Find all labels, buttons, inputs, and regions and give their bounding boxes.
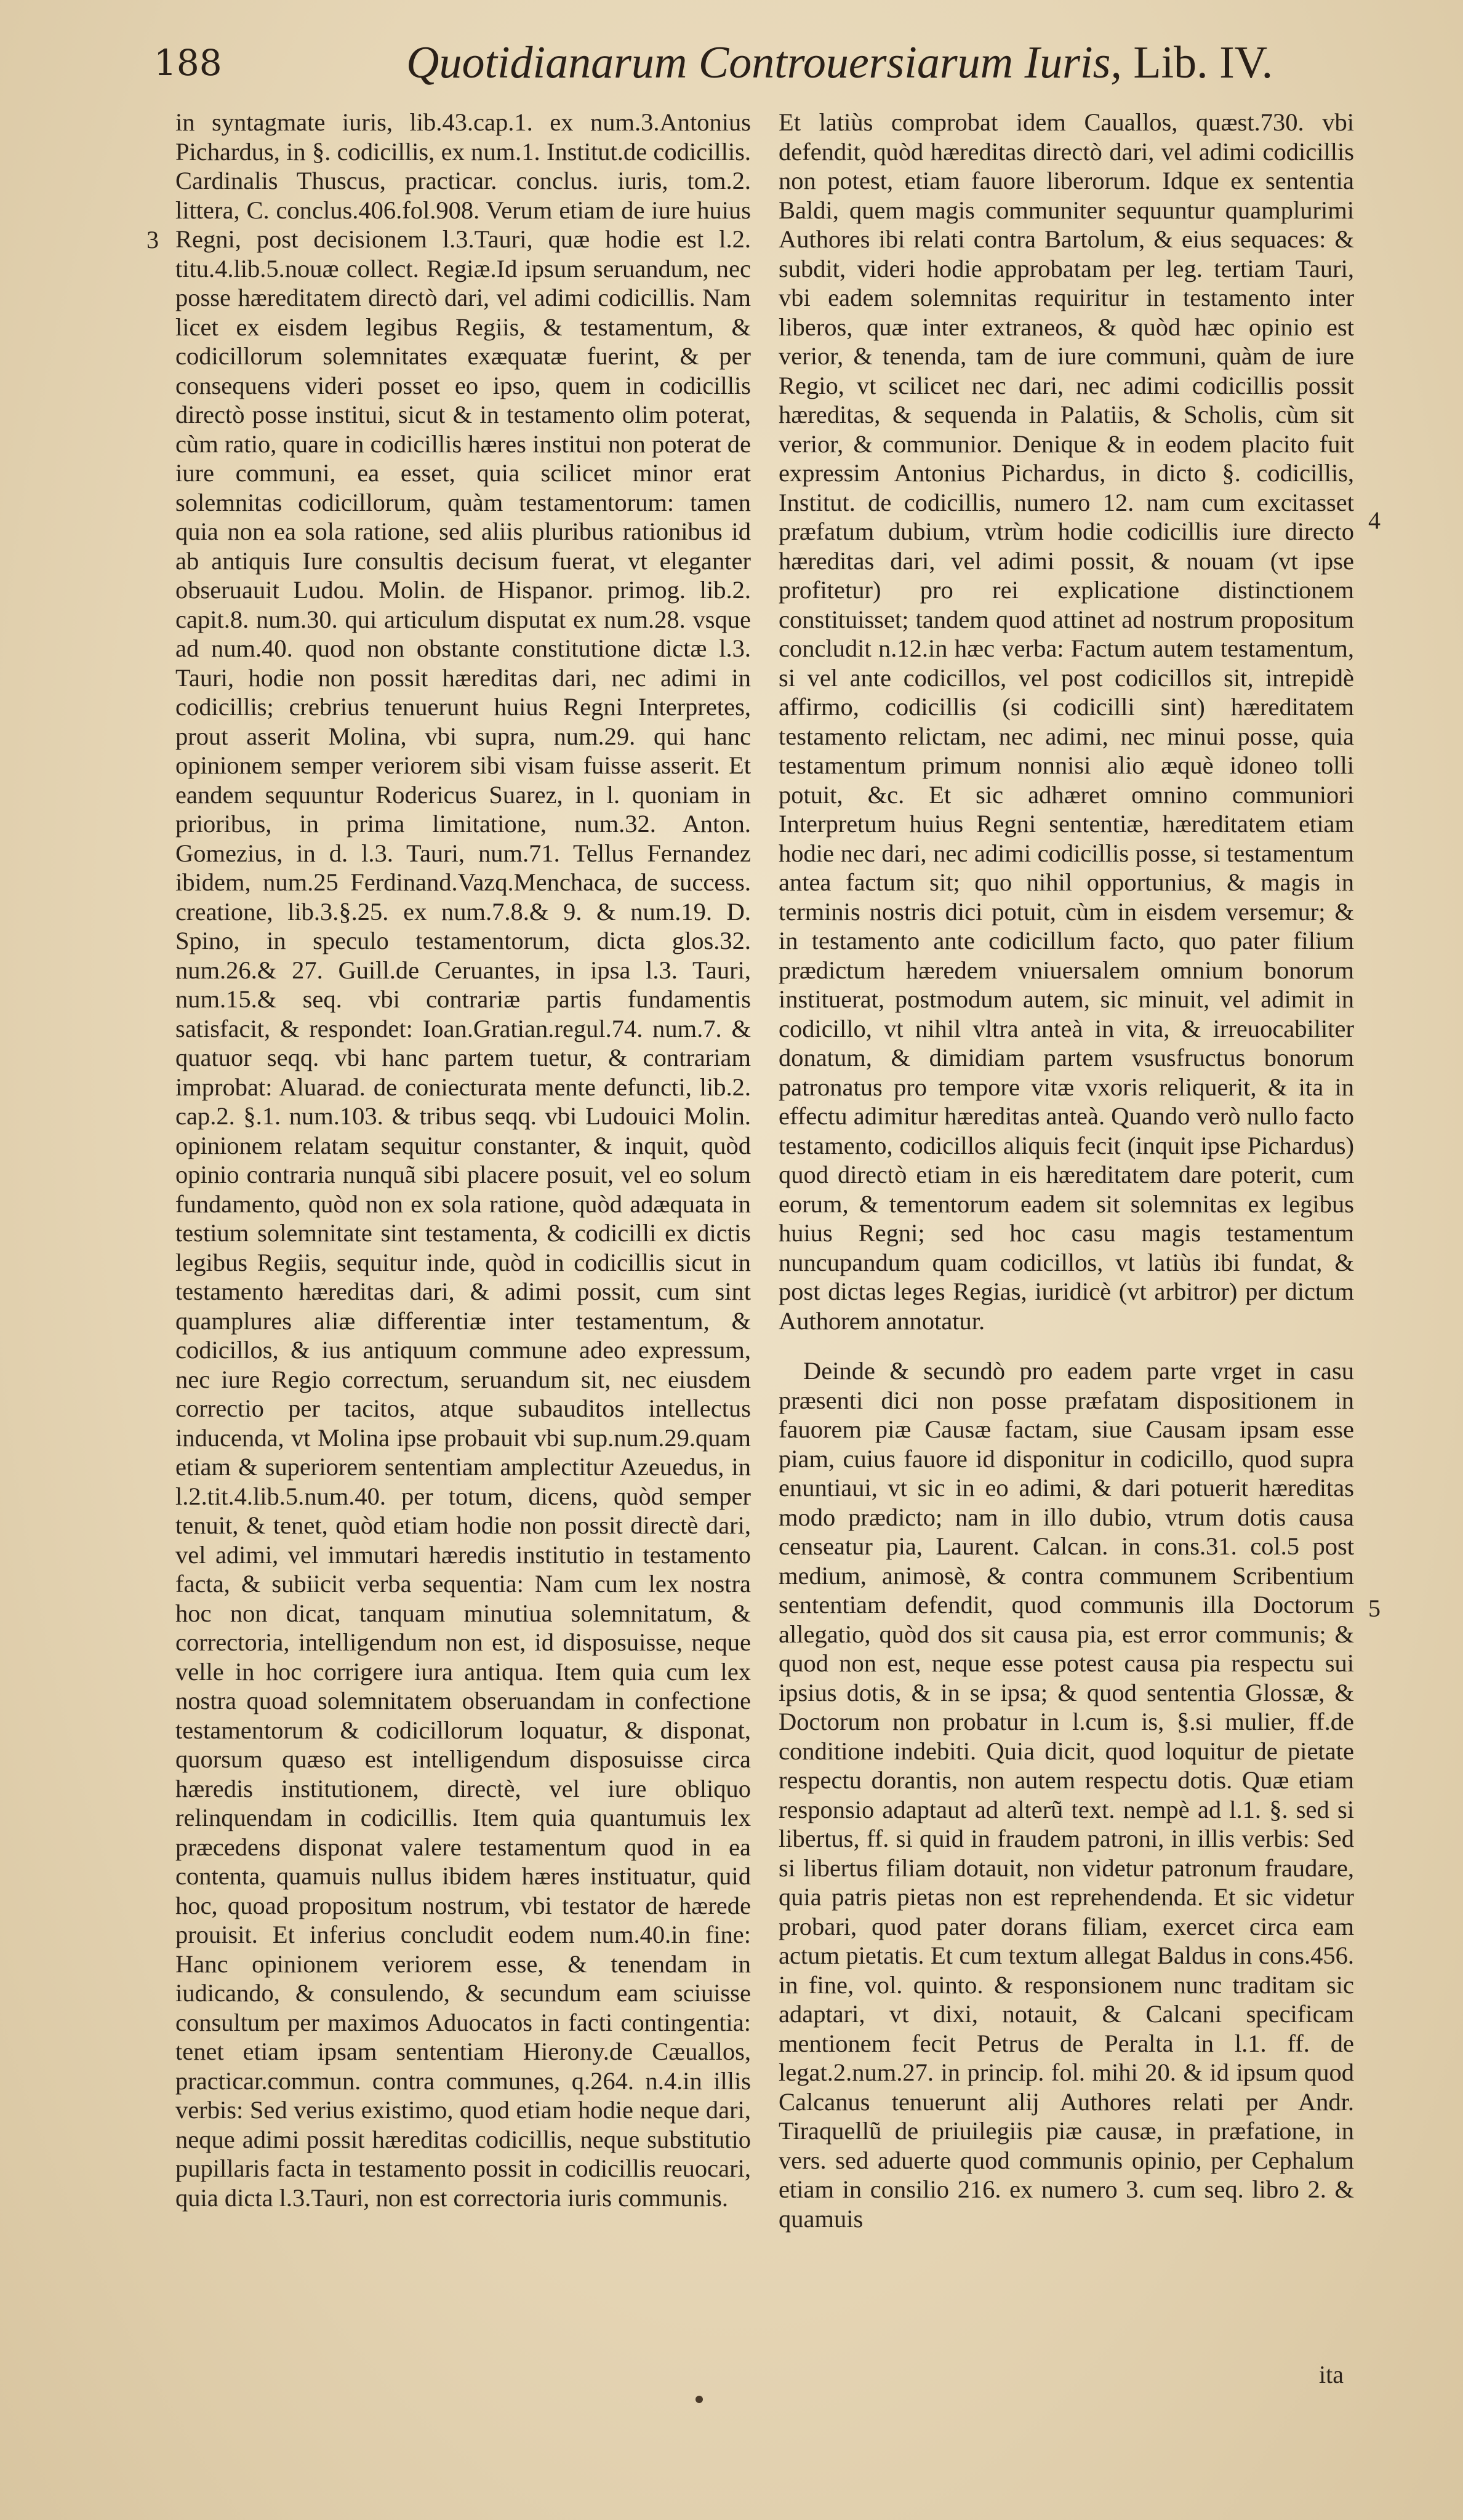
ink-spot xyxy=(695,2396,703,2403)
left-column xyxy=(175,108,751,2212)
running-title xyxy=(406,37,1273,89)
paragraph: Deinde & secundò pro eadem parte vrget in casu præsenti dici non posse præfatam dispositionem in fauorem piæ Causæ factam, siue Causam ipsam esse piam, cuius fauore id disponitur in codicillo, quod supra enuntiaui, vt sic in eo adimi, & dari potuerit hæreditas modo prædicto; nam in illo dubio, vtrum dotis causa censeatur pia, Laurent. Calcan. in cons.31. col.5 post medium, animosè, & contra communem Scribentium sententiam defendit, quod communis illa Doctorum allegatio, quòd dos sit causa pia, est error communis; & quod non est, neque esse potest causa pia respectu sui ipsius dotis, & in se ipsa; & quod sententia Glossæ, & Doctorum non probatur in l.cum is, §.si mulier, ff.de conditione indebiti. Quia dicit, quod loquitur de pietate respectu dorantis, non autem respectu dotis. Quæ etiam responsio adaptaut ad alterũ text. nempè ad l.1. §. sed si libertus, ff. si quid in fraudem patroni, in illis verbis: Sed si libertus filiam dotauit, non videtur patronum fraudare, quia patris pietas non est reprehendenda. Et sic videtur probari, quod pater dorans filiam, exercet circa eam actum pietatis. Et cum textum allegat Baldus in cons.456. in fine, vol. quinto. & responsionem nunc traditam sic adaptari, vt dixi, notauit, & Calcani specificam mentionem fecit Petrus de Peralta in l.1. ff. de legat.2.num.27. in princip. fol. mihi 20. & id ipsum quod Calcanus tenuerunt alij Authores relati per Andr. Tiraquellũ de priuilegiis piæ causæ, in præfatione, in vers. sed aduerte quod communis opinio, per Cephalum etiam in consilio 216. ex numero 3. cum seq. libro 2. & quamuis xyxy=(779,1357,1354,2233)
page-number: 188 xyxy=(154,42,222,84)
title-text: Quotidianarum Controuersiarum Iuris, xyxy=(406,38,1122,88)
paragraph: Et latiùs comprobat idem Cauallos, quæst.730. vbi defendit, quòd hæreditas directò dari, vel adimi codicillis non potest, etiam fauore liberorum. Idque ex sententia Baldi, quem magis communiter sequuntur quamplurimi Authores ibi relati contra Bartolum, & eius sequaces: & subdit, videri hodie approbatam per leg. tertiam Tauri, vbi eadem solemnitas requiritur in testamento inter liberos, quæ inter extraneos, & quòd hæc opinio est verior, & tenenda, tam de iure communi, quàm de iure Regio, vt scilicet nec dari, nec adimi codicillis possit hæreditas, & sequenda in Palatiis, & Scholis, cùm sit verior, & communior. Denique & in eodem placito fuit expressim Antonius Pichardus, in dicto §. codicillis, Institut. de codicillis, numero 12. nam cum excitasset præfatum dubium, vtrùm hodie codicillis iure directo hæreditas dari, vel adimi possit, & nouam (vt ipse profitetur) pro rei explicatione distinctionem constituisset; tandem quod attinet ad nostrum propositum concludit n.12.in hæc verba: Factum autem testamentum, si vel ante codicillos, vel post codicillos sit, intrepidè affirmo, codicillis (si codicilli sint) hæreditatem testamento relictam, nec adimi, nec minui posse, quia testamentum primum nonnisi alio æquè idoneo tolli potuit, &c. Et sic adhæret omnino communiori Interpretum huius Regni sententiæ, hæreditatem etiam hodie nec dari, nec adimi codicillis posse, si testamentum antea factum sit; quo nihil opportunius, & magis in terminis nostris dici potuit, cùm in eisdem versemur; & in testamento ante codicillum facto, quo pater filium prædictum hæredem vniuersalem omnium bonorum instituerat, postmodum autem, sic minuit, vel adimit in codicillo, vt nihil vltra anteà in vita, & irreuocabiliter donatum, & dimidiam partem vsusfructus bonorum patronatus pro tempore vitæ vxoris reliquerit, & ita in effectu adimitur hæreditas anteà. Quando verò nullo facto testamento, codicillos aliquis fecit (inquit ipse Pichardus) quod directò etiam in eis hæreditatem dare poterit, cum eorum, & tementorum eadem sit solemnitas ex legibus huius Regni; sed hoc casu magis testamentum nuncupandum quam codicillos, vt latiùs ibi fundat, & post dictas leges Regias, iuridicè (vt arbitror) per dictum Authorem annotatur. xyxy=(779,108,1354,1335)
right-column xyxy=(779,108,1354,2233)
margin-number: 4 xyxy=(1368,506,1381,534)
paragraph: in syntagmate iuris, lib.43.cap.1. ex num.3.Antonius Pichardus, in §. codicillis, ex num.1. Institut.de codicillis. Cardinalis Thuscus, practicar. conclus. iuris, tom.2. littera, C. conclus.406.fol.908. Verum etiam de iure huius Regni, post decisionem l.3.Tauri, quæ hodie est l.2. titu.4.lib.5.nouæ collect. Regiæ.Id ipsum seruandum, nec posse hæreditatem directò dari, vel adimi codicillis. Nam licet ex eisdem legibus Regiis, & testamentum, & codicillorum solemnitates exæquatæ fuerint, & per consequens videri posset eo ipso, quem in codicillis directò posse institui, sicut & in testamento olim poterat, cùm ratio, quare in codicillis hæres institui non poterat de iure communi, ea esset, quia scilicet minor erat solemnitas codicillorum, quàm testamentorum: tamen quia non ea sola ratione, sed aliis pluribus rationibus id ab antiquis Iure consultis decisum fuerat, vt eleganter obseruauit Ludou. Molin. de Hispanor. primog. lib.2. capit.8. num.30. qui articulum disputat ex num.28. vsque ad num.40. quod non obstante constitutione dictæ l.3. Tauri, hodie non possit hæreditas dari, nec adimi in codicillis; crebrius tenuerunt huius Regni Interpretes, prout asserit Molina, vbi supra, num.29. qui hanc opinionem semper veriorem sibi visam fuisse asserit. Et eandem sequuntur Rodericus Suarez, in l. quoniam in prioribus, in prima limitatione, num.32. Anton. Gomezius, in d. l.3. Tauri, num.71. Tellus Fernandez ibidem, num.25 Ferdinand.Vazq.Menchaca, de success. creatione, lib.3.§.25. ex num.7.8.& 9. & num.19. D. Spino, in speculo testamentorum, dicta glos.32. num.26.& 27. Guill.de Ceruantes, in ipsa l.3. Tauri, num.15.& seq. vbi contrariæ partis fundamentis satisfacit, & respondet: Ioan.Gratian.regul.74. num.7. & quatuor seqq. vbi hanc partem tuetur, & contrariam improbat: Aluarad. de coniecturata mente defuncti, lib.2. cap.2. §.1. num.103. & tribus seqq. vbi Ludouici Molin. opinionem relatam sequitur constanter, & inquit, quòd opinio contraria nunquã sibi placere posuit, vel eo solum fundamento, quòd non ex sola ratione, quòd adæquata in testium solemnitate sint testamenta, & codicilli ex dictis legibus Regiis, sequitur inde, quòd in codicillis sicut in testamento hæreditas dari, & adimi possit, cum sint quamplures aliæ differentiæ inter testamentum, & codicillos, & ius antiquum commune adeo expressum, nec iure Regio correctum, seruandum sit, nec eiusdem correctio per tacitos, atque subauditos intellectus inducenda, vt Molina ipse probauit vbi sup.num.29.quam etiam & superiorem sententiam amplectitur Azeuedus, in l.2.tit.4.lib.5.num.40. per totum, dicens, quòd semper tenuit, & tenet, quòd etiam hodie non possit directè dari, vel adimi, vel immutari hæredis institutio in testamento facta, & subiicit verba sequentia: Nam cum lex nostra hoc non dicat, tanquam minutiua solemnitatum, & correctoria, intelligendum non est, id disposuisse, neque velle in hoc corrigere iura antiqua. Item quia cum lex nostra quoad solemnitatem obseruandam in confectione testamentorum & codicillorum loquatur, & disponat, quorsum quæso est intelligendum disposuisse circa hæredis institutionem, directè, vel iure obliquo relinquendam in codicillis. Item quia quantumuis lex præcedens disponat valere testamentum quod in ea contenta, quamuis nullus ibidem hæres instituatur, quid hoc, quoad propositum nostrum, vbi testator de hærede prouisit. Et inferius concludit eodem num.40.in fine: Hanc opinionem veriorem esse, & tenendam in iudicando, & consulendo, & secundum eam sciuisse consultum per maximos Aduocatos in facti contingentia: tenet etiam ipsam sententiam Hierony.de Cæuallos, practicar.commun. contra communes, q.264. n.4.in illis verbis: Sed verius existimo, quod etiam hodie neque dari, neque adimi possit hæreditas codicillis, neque substitutio pupillaris facta in testamento possit in codicillis reuocari, quia dicta l.3.Tauri, non est correctoria iuris communis. xyxy=(175,108,751,2212)
margin-number: 5 xyxy=(1368,1594,1381,1622)
book-number: Lib. IV. xyxy=(1133,38,1273,88)
catchword: ita xyxy=(1319,2361,1344,2388)
margin-number: 3 xyxy=(146,226,159,254)
page-header xyxy=(154,37,1274,105)
